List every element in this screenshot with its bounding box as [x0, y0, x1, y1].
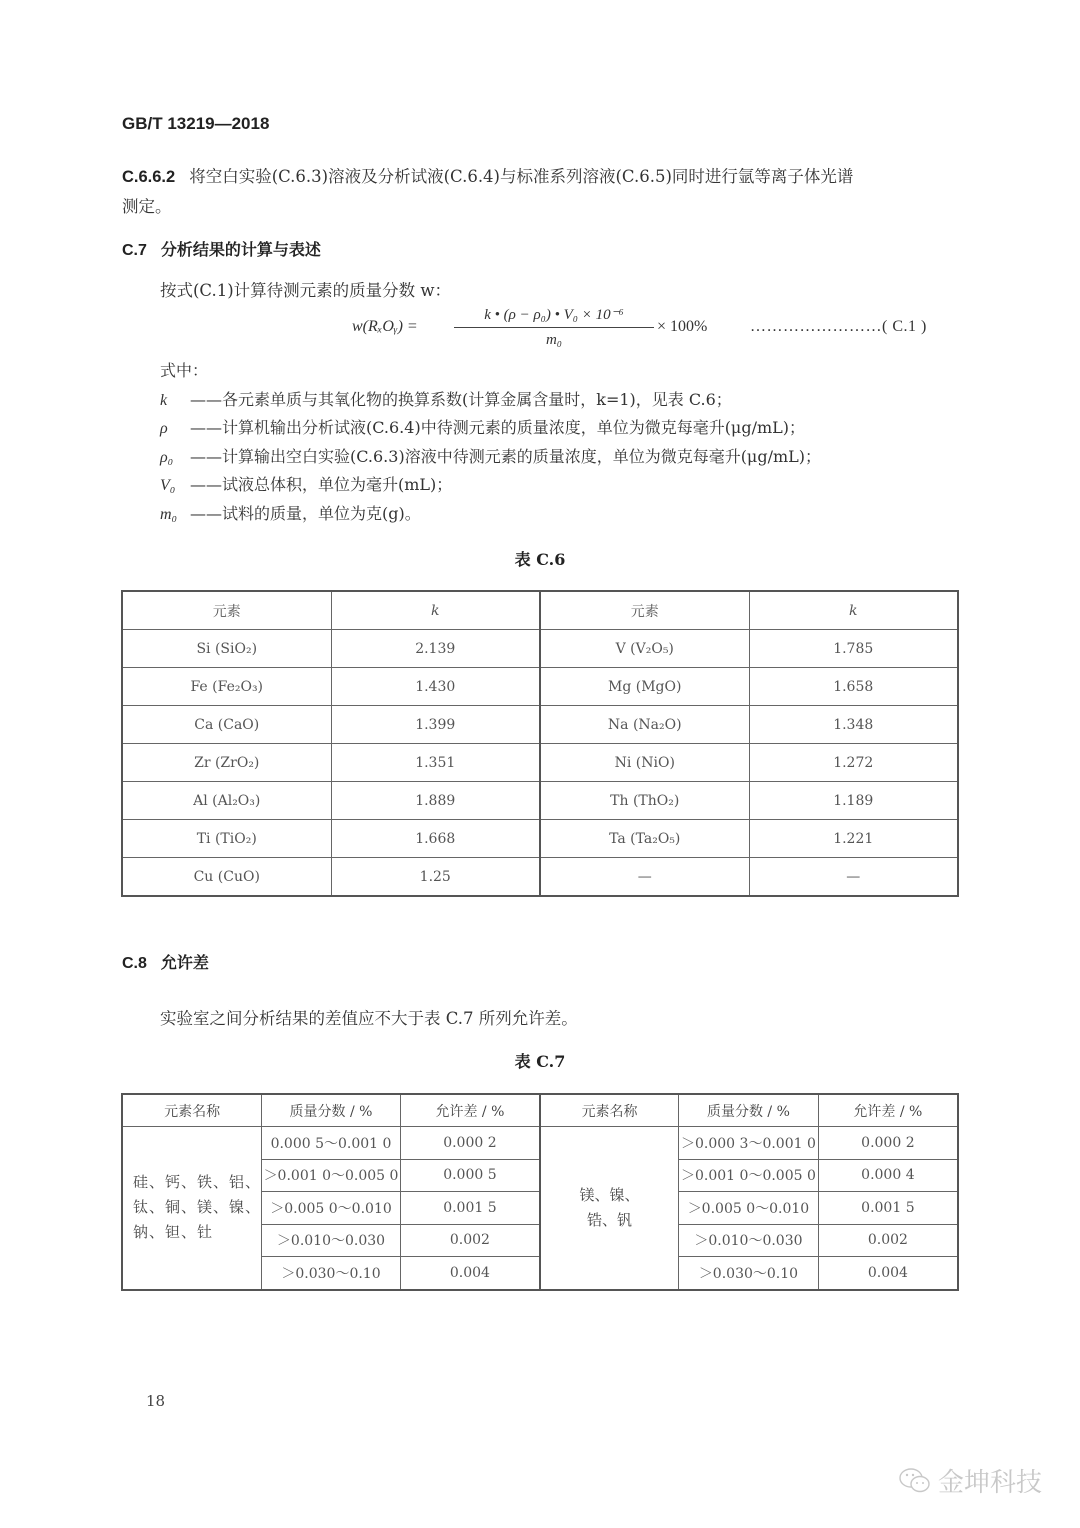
- tolerance-cell: 0.004: [818, 1257, 958, 1290]
- section-c8-text: 实验室之间分析结果的差值应不大于表 C.7 所列允许差。: [160, 1009, 578, 1028]
- element-cell: —: [540, 858, 749, 897]
- formula-intro: 按式(C.1)计算待测元素的质量分数 w：: [160, 281, 452, 300]
- definition-symbol: m₀: [160, 505, 178, 523]
- table-header-row: [122, 1094, 958, 1127]
- section-heading-c7: [122, 237, 321, 260]
- tolerance-cell: 0.000 2: [818, 1127, 958, 1160]
- header-cell: 元素: [122, 591, 331, 630]
- k-value-cell: 1.785: [749, 630, 958, 668]
- formula-c1: [352, 305, 972, 355]
- k-value-cell: —: [749, 858, 958, 897]
- table-row: [122, 630, 958, 668]
- k-value-cell: 1.658: [749, 668, 958, 706]
- section-heading-c8: [122, 950, 209, 973]
- formula-numerator: k • (ρ − ρ₀) • V₀ × 10⁻⁶: [454, 305, 654, 328]
- header-cell: 质量分数 / %: [679, 1094, 819, 1127]
- table-row: [122, 820, 958, 858]
- element-cell: Si (SiO₂): [122, 630, 331, 668]
- definition-text: ——计算输出空白实验(C.6.3)溶液中待测元素的质量浓度，单位为微克每毫升(μg/mL)；: [190, 446, 822, 466]
- header-cell: 元素: [540, 591, 749, 630]
- definition-item: [160, 472, 821, 501]
- table-row: [122, 706, 958, 744]
- table-row: [122, 744, 958, 782]
- section-title: 允许差: [160, 953, 209, 972]
- tolerance-cell: 0.000 4: [818, 1159, 958, 1192]
- mass-fraction-cell: ＞0.005 0～0.010: [679, 1192, 819, 1225]
- tolerance-cell: 0.002: [818, 1224, 958, 1257]
- section-number: C.6.6.2: [122, 168, 176, 186]
- formula-lhs: w(RₓOᵧ) =: [352, 318, 418, 335]
- element-cell: V (V₂O₅): [540, 630, 749, 668]
- mass-fraction-cell: ＞0.000 3～0.001 0: [679, 1127, 819, 1160]
- header-cell: 元素名称: [122, 1094, 262, 1127]
- where-label: 式中：: [160, 361, 209, 380]
- element-cell: Al (Al₂O₃): [122, 782, 331, 820]
- table-header-row: [122, 591, 958, 630]
- mass-fraction-cell: ＞0.001 0～0.005 0: [679, 1159, 819, 1192]
- k-value-cell: 1.189: [749, 782, 958, 820]
- standard-number: GB/T 13219—2018: [122, 114, 270, 133]
- section-number: C.8: [122, 955, 147, 972]
- header-cell: 允许差 / %: [400, 1094, 540, 1127]
- section-text-line1: 将空白实验(C.6.3)溶液及分析试液(C.6.4)与标准系列溶液(C.6.5)同时进行氩等离子体光谱: [189, 167, 854, 186]
- definition-item: [160, 501, 821, 530]
- definition-text: ——试液总体积，单位为毫升(mL)；: [190, 475, 453, 494]
- k-value-cell: 1.351: [331, 744, 540, 782]
- wechat-icon: [898, 1466, 932, 1496]
- section-text-line2: 测定。: [122, 197, 172, 216]
- definition-symbol: k: [160, 391, 168, 409]
- element-cell: Zr (ZrO₂): [122, 744, 331, 782]
- header-cell: 允许差 / %: [818, 1094, 958, 1127]
- mass-fraction-cell: ＞0.005 0～0.010: [262, 1192, 401, 1225]
- element-cell: Cu (CuO): [122, 858, 331, 897]
- k-value-cell: 1.889: [331, 782, 540, 820]
- element-line: 锆、钒: [587, 1210, 633, 1229]
- k-value-cell: 1.668: [331, 820, 540, 858]
- formula-multiplier: × 100%: [657, 318, 708, 335]
- header-cell: 元素名称: [540, 1094, 679, 1127]
- element-cell: Fe (Fe₂O₃): [122, 668, 331, 706]
- watermark-text: 金坤科技: [938, 1468, 1043, 1498]
- element-line: 硅、钙、铁、铝、: [133, 1173, 262, 1192]
- element-cell: Mg (MgO): [540, 668, 749, 706]
- k-value-cell: 1.25: [331, 858, 540, 897]
- k-value-cell: 1.399: [331, 706, 540, 744]
- tolerance-cell: 0.001 5: [818, 1192, 958, 1225]
- mass-fraction-cell: ＞0.010～0.030: [262, 1224, 401, 1257]
- header-cell: k: [331, 591, 540, 630]
- definition-item: [160, 444, 821, 473]
- section-title: 分析结果的计算与表述: [160, 240, 321, 259]
- k-value-cell: 1.348: [749, 706, 958, 744]
- header-cell: 质量分数 / %: [262, 1094, 401, 1127]
- table-c6: [121, 590, 959, 897]
- element-group-right: [540, 1127, 679, 1290]
- table-row: [122, 668, 958, 706]
- k-value-cell: 1.221: [749, 820, 958, 858]
- k-value-cell: 1.430: [331, 668, 540, 706]
- tolerance-cell: 0.004: [400, 1257, 540, 1290]
- header-cell: k: [749, 591, 958, 630]
- definition-item: [160, 415, 821, 444]
- section-number: C.7: [122, 242, 147, 259]
- mass-fraction-cell: ＞0.010～0.030: [679, 1224, 819, 1257]
- equation-label: ……………………( C.1 ): [750, 318, 927, 335]
- definition-symbol: ρ₀: [160, 448, 174, 466]
- element-group-left: [122, 1127, 262, 1290]
- definition-text: ——计算机输出分析试液(C.6.4)中待测元素的质量浓度，单位为微克每毫升(μg/mL)；: [190, 418, 806, 437]
- k-value-cell: 1.272: [749, 744, 958, 782]
- mass-fraction-cell: ＞0.001 0～0.005 0: [262, 1159, 401, 1192]
- section-c662: [122, 162, 962, 221]
- k-value-cell: 2.139: [331, 630, 540, 668]
- table-c7: [121, 1093, 959, 1291]
- definition-item: [160, 387, 821, 416]
- page-number: 18: [146, 1392, 166, 1410]
- watermark: [898, 1462, 1042, 1499]
- element-line: 钠、钽、钍: [133, 1223, 214, 1242]
- element-cell: Ca (CaO): [122, 706, 331, 744]
- table-row: [122, 782, 958, 820]
- element-cell: Ta (Ta₂O₅): [540, 820, 749, 858]
- element-cell: Na (Na₂O): [540, 706, 749, 744]
- element-line: 镁、镍、: [579, 1185, 640, 1204]
- formula-fraction: [454, 305, 654, 349]
- mass-fraction-cell: ＞0.030～0.10: [679, 1257, 819, 1290]
- definition-symbol: ρ: [160, 420, 168, 437]
- tolerance-cell: 0.002: [400, 1224, 540, 1257]
- table-row: [122, 1127, 958, 1160]
- definition-symbol: V₀: [160, 477, 176, 494]
- formula-denominator: m₀: [545, 332, 563, 348]
- table-row: [122, 858, 958, 897]
- tolerance-cell: 0.000 5: [400, 1159, 540, 1192]
- mass-fraction-cell: 0.000 5～0.001 0: [262, 1127, 401, 1160]
- definition-text: ——各元素单质与其氧化物的换算系数(计算金属含量时，k=1)，见表 C.6；: [190, 389, 732, 409]
- element-cell: Th (ThO₂): [540, 782, 749, 820]
- table-c7-caption: 表 C.7: [514, 1052, 566, 1071]
- element-cell: Ti (TiO₂): [122, 820, 331, 858]
- definition-text: ——试料的质量，单位为克(g)。: [190, 503, 421, 523]
- mass-fraction-cell: ＞0.030～0.10: [262, 1257, 401, 1290]
- element-line: 钛、铜、镁、镍、: [133, 1198, 262, 1217]
- definitions: [160, 358, 821, 529]
- tolerance-cell: 0.001 5: [400, 1192, 540, 1225]
- element-cell: Ni (NiO): [540, 744, 749, 782]
- table-c6-caption: 表 C.6: [514, 550, 566, 569]
- tolerance-cell: 0.000 2: [400, 1127, 540, 1160]
